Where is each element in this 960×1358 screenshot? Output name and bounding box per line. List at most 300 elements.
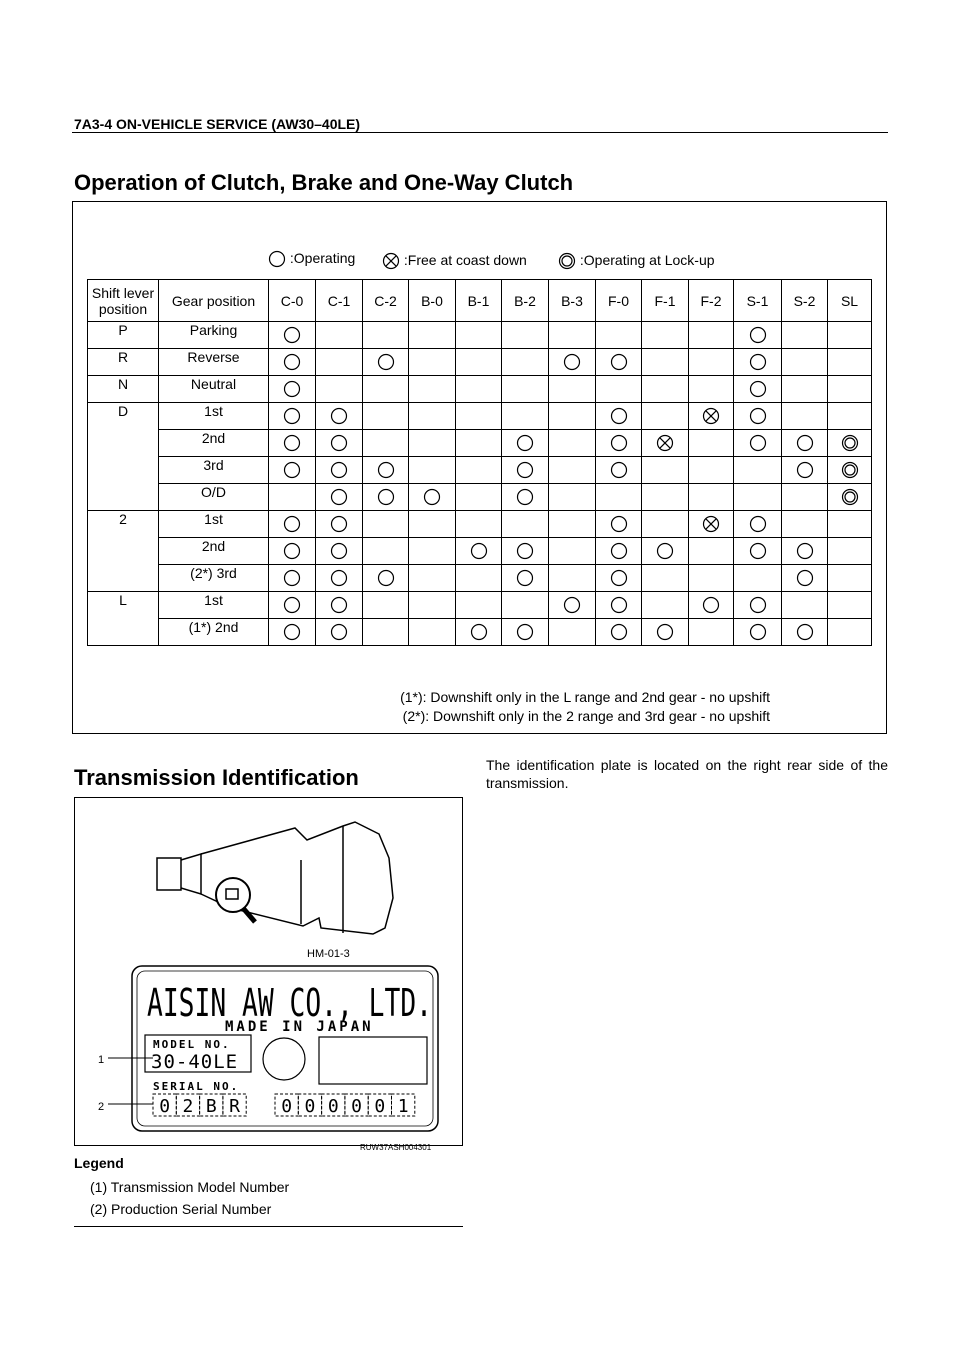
element-state-cell: [642, 376, 689, 403]
element-state-cell: [828, 592, 872, 619]
table-row: [88, 484, 872, 511]
operating-circle-icon: [283, 353, 301, 371]
element-state-cell: [456, 457, 502, 484]
element-state-cell: [642, 403, 689, 430]
operating-circle-icon: [330, 542, 348, 560]
transmission-outline-icon: [157, 822, 393, 934]
element-state-cell: [734, 511, 782, 538]
element-state-cell: [409, 484, 456, 511]
operating-circle-icon: [283, 380, 301, 398]
operating-circle-icon: [610, 596, 628, 614]
operating-circle-icon: [283, 569, 301, 587]
element-state-cell: [689, 538, 734, 565]
operating-circle-icon: [377, 488, 395, 506]
element-state-cell: [642, 457, 689, 484]
serial-digit: 1: [397, 1096, 409, 1117]
operating-circle-icon: [283, 596, 301, 614]
column-header: F-0: [596, 280, 642, 322]
element-state-cell: [642, 349, 689, 376]
legend-item-1: (1) Transmission Model Number: [90, 1179, 290, 1195]
operating-circle-icon: [749, 596, 767, 614]
element-state-cell: [734, 592, 782, 619]
element-state-cell: [502, 484, 549, 511]
element-state-cell: [734, 565, 782, 592]
element-state-cell: [596, 430, 642, 457]
operating-circle-icon: [283, 461, 301, 479]
element-state-cell: [689, 592, 734, 619]
element-state-cell: [502, 592, 549, 619]
plate-seal-circle: [263, 1038, 305, 1080]
operation-table: [87, 279, 872, 646]
operating-circle-icon: [283, 515, 301, 533]
shift-lever-cell: [88, 619, 159, 646]
element-state-cell: [363, 565, 409, 592]
gear-position-cell: 2nd: [159, 430, 269, 457]
element-state-cell: [409, 592, 456, 619]
element-state-cell: [596, 538, 642, 565]
operating-circle-icon: [796, 434, 814, 452]
element-state-cell: [782, 538, 828, 565]
element-state-cell: [642, 592, 689, 619]
operating-circle-icon: [656, 623, 674, 641]
model-label: MODEL NO.: [153, 1038, 231, 1051]
element-state-cell: [642, 619, 689, 646]
element-state-cell: [363, 457, 409, 484]
serial-digit: 0: [374, 1096, 386, 1117]
column-header: F-1: [642, 280, 689, 322]
operating-circle-icon: [330, 569, 348, 587]
element-state-cell: [734, 457, 782, 484]
legend-free-text: :Free at coast down: [403, 252, 527, 268]
element-state-cell: [828, 565, 872, 592]
element-state-cell: [456, 484, 502, 511]
element-state-cell: [269, 322, 316, 349]
element-state-cell: [363, 430, 409, 457]
element-state-cell: [828, 619, 872, 646]
element-state-cell: [782, 403, 828, 430]
operating-circle-icon: [702, 596, 720, 614]
serial-digit: 2: [182, 1096, 194, 1117]
element-state-cell: [734, 322, 782, 349]
element-state-cell: [456, 349, 502, 376]
element-state-cell: [734, 484, 782, 511]
table-row: [88, 457, 872, 484]
column-header: B-0: [409, 280, 456, 322]
serial-label: SERIAL NO.: [153, 1080, 240, 1093]
table-row: [88, 322, 872, 349]
element-state-cell: [689, 511, 734, 538]
element-state-cell: [549, 376, 596, 403]
operating-circle-icon: [796, 623, 814, 641]
element-state-cell: [316, 376, 363, 403]
free-coast-crossed-circle-icon: [382, 252, 400, 270]
operating-circle-icon: [516, 542, 534, 560]
element-state-cell: [409, 322, 456, 349]
operating-circle-icon: [749, 434, 767, 452]
element-state-cell: [316, 592, 363, 619]
plate-made-in: MADE IN JAPAN: [225, 1019, 374, 1035]
operating-circle-icon: [610, 407, 628, 425]
element-state-cell: [828, 430, 872, 457]
operating-circle-icon: [749, 380, 767, 398]
element-state-cell: [642, 511, 689, 538]
element-state-cell: [269, 430, 316, 457]
serial-digit: B: [205, 1096, 217, 1117]
table-row: [88, 592, 872, 619]
element-state-cell: [642, 430, 689, 457]
column-header: SL: [828, 280, 872, 322]
element-state-cell: [316, 511, 363, 538]
lockup-double-circle-icon: [841, 434, 859, 452]
table-row: [88, 565, 872, 592]
element-state-cell: [409, 511, 456, 538]
operating-circle-icon: [423, 488, 441, 506]
operating-circle-icon: [283, 623, 301, 641]
element-state-cell: [689, 349, 734, 376]
operating-circle-icon: [749, 326, 767, 344]
operating-circle-icon: [516, 434, 534, 452]
model-value: 30-40LE: [151, 1051, 239, 1073]
operating-circle-icon: [796, 461, 814, 479]
column-header: S-2: [782, 280, 828, 322]
element-state-cell: [689, 484, 734, 511]
element-state-cell: [596, 619, 642, 646]
element-state-cell: [456, 511, 502, 538]
lockup-double-circle-icon: [841, 461, 859, 479]
element-state-cell: [782, 430, 828, 457]
free-coast-crossed-circle-icon: [702, 515, 720, 533]
element-state-cell: [596, 349, 642, 376]
column-header: B-2: [502, 280, 549, 322]
table-row: [88, 619, 872, 646]
operating-circle-icon: [796, 569, 814, 587]
shift-lever-cell: N: [88, 376, 159, 403]
operating-circle-icon: [516, 623, 534, 641]
element-state-cell: [502, 457, 549, 484]
element-state-cell: [734, 403, 782, 430]
element-state-cell: [828, 511, 872, 538]
operating-circle-icon: [516, 461, 534, 479]
operating-circle-icon: [749, 407, 767, 425]
element-state-cell: [596, 565, 642, 592]
element-state-cell: [689, 376, 734, 403]
element-state-cell: [689, 430, 734, 457]
table-row: [88, 349, 872, 376]
element-state-cell: [409, 430, 456, 457]
element-state-cell: [363, 592, 409, 619]
element-state-cell: [596, 457, 642, 484]
shift-lever-cell: P: [88, 322, 159, 349]
operating-circle-icon: [610, 542, 628, 560]
operating-circle-icon: [330, 461, 348, 479]
element-state-cell: [316, 538, 363, 565]
operating-circle-icon: [749, 353, 767, 371]
shift-lever-cell: R: [88, 349, 159, 376]
shift-lever-cell: 2: [88, 511, 159, 538]
footnote-1: (1*): Downshift only in the L range and 2nd gear - no upshift: [400, 689, 770, 705]
element-state-cell: [269, 565, 316, 592]
table-row: [88, 376, 872, 403]
section-title-identification: Transmission Identification: [74, 765, 359, 790]
operating-circle-icon: [610, 569, 628, 587]
identification-figure: [74, 797, 463, 1146]
element-state-cell: [782, 484, 828, 511]
element-state-cell: [782, 511, 828, 538]
element-state-cell: [409, 376, 456, 403]
gear-position-cell: 3rd: [159, 457, 269, 484]
element-state-cell: [502, 322, 549, 349]
element-state-cell: [269, 403, 316, 430]
element-state-cell: [456, 619, 502, 646]
operating-circle-icon: [656, 542, 674, 560]
element-state-cell: [502, 376, 549, 403]
element-state-cell: [363, 484, 409, 511]
serial-digit: 0: [281, 1096, 293, 1117]
element-state-cell: [828, 484, 872, 511]
element-state-cell: [363, 403, 409, 430]
legend-item-2: (2) Production Serial Number: [90, 1201, 272, 1217]
element-state-cell: [502, 349, 549, 376]
section-title-operation: Operation of Clutch, Brake and One-Way Clutch: [74, 170, 574, 195]
element-state-cell: [269, 511, 316, 538]
column-header: B-3: [549, 280, 596, 322]
element-state-cell: [549, 457, 596, 484]
legend-title: Legend: [74, 1155, 124, 1171]
element-state-cell: [828, 376, 872, 403]
element-state-cell: [596, 376, 642, 403]
gear-position-cell: Neutral: [159, 376, 269, 403]
element-state-cell: [409, 403, 456, 430]
element-state-cell: [549, 592, 596, 619]
element-state-cell: [782, 565, 828, 592]
operating-circle-icon: [377, 569, 395, 587]
lockup-double-circle-icon: [841, 488, 859, 506]
element-state-cell: [689, 322, 734, 349]
operating-circle-icon: [796, 542, 814, 560]
element-state-cell: [596, 511, 642, 538]
element-state-cell: [549, 619, 596, 646]
operating-circle-icon: [610, 515, 628, 533]
element-state-cell: [363, 511, 409, 538]
element-state-cell: [642, 322, 689, 349]
serial-digit: 0: [351, 1096, 362, 1117]
element-state-cell: [316, 565, 363, 592]
page-header: 7A3-4 ON-VEHICLE SERVICE (AW30–40LE): [74, 116, 361, 132]
element-state-cell: [828, 349, 872, 376]
element-state-cell: [269, 484, 316, 511]
element-state-cell: [689, 619, 734, 646]
element-state-cell: [549, 565, 596, 592]
element-state-cell: [316, 430, 363, 457]
table-row: [88, 511, 872, 538]
operating-circle-icon: [563, 353, 581, 371]
operating-circle-icon: [610, 623, 628, 641]
element-state-cell: [549, 403, 596, 430]
legend-lockup: [558, 252, 715, 270]
operating-circle-icon: [283, 326, 301, 344]
operating-circle-icon: [330, 623, 348, 641]
column-header: F-2: [689, 280, 734, 322]
element-state-cell: [828, 322, 872, 349]
callout-2: 2: [98, 1101, 105, 1113]
element-state-cell: [502, 538, 549, 565]
column-header: B-1: [456, 280, 502, 322]
element-state-cell: [782, 592, 828, 619]
element-state-cell: [409, 619, 456, 646]
element-state-cell: [502, 430, 549, 457]
gear-position-cell: 1st: [159, 511, 269, 538]
element-state-cell: [549, 511, 596, 538]
element-state-cell: [828, 538, 872, 565]
operating-circle-icon: [330, 515, 348, 533]
view-label: HM-01-3: [307, 948, 350, 960]
operating-circle-icon: [563, 596, 581, 614]
operating-circle-icon: [283, 542, 301, 560]
element-state-cell: [782, 322, 828, 349]
element-state-cell: [596, 322, 642, 349]
operating-circle-icon: [610, 461, 628, 479]
operating-circle-icon: [330, 488, 348, 506]
shift-lever-cell: L: [88, 592, 159, 619]
lockup-double-circle-icon: [558, 252, 576, 270]
element-state-cell: [828, 457, 872, 484]
gear-position-cell: Reverse: [159, 349, 269, 376]
element-state-cell: [689, 403, 734, 430]
column-header: C-2: [363, 280, 409, 322]
gear-position-cell: 1st: [159, 403, 269, 430]
element-state-cell: [502, 403, 549, 430]
gear-position-cell: Parking: [159, 322, 269, 349]
element-state-cell: [363, 619, 409, 646]
serial-digit: 0: [304, 1096, 316, 1117]
element-state-cell: [782, 619, 828, 646]
element-state-cell: [409, 565, 456, 592]
serial-digit: R: [229, 1096, 240, 1117]
element-state-cell: [828, 403, 872, 430]
gear-position-cell: 1st: [159, 592, 269, 619]
operating-circle-icon: [330, 434, 348, 452]
gear-position-cell: O/D: [159, 484, 269, 511]
serial-number-boxes: [153, 1094, 415, 1117]
legend-operating-text: :Operating: [289, 250, 356, 266]
element-state-cell: [363, 322, 409, 349]
shift-lever-cell: [88, 430, 159, 457]
element-state-cell: [316, 349, 363, 376]
element-state-cell: [596, 403, 642, 430]
column-header: C-0: [269, 280, 316, 322]
operating-circle-icon: [470, 623, 488, 641]
operating-circle-icon: [283, 434, 301, 452]
element-state-cell: [456, 376, 502, 403]
element-state-cell: [316, 619, 363, 646]
element-state-cell: [316, 322, 363, 349]
element-state-cell: [269, 592, 316, 619]
table-row: [88, 403, 872, 430]
gear-position-cell: (2*) 3rd: [159, 565, 269, 592]
operating-circle-icon: [516, 488, 534, 506]
identification-figure-drawing: [75, 798, 462, 1145]
element-state-cell: [363, 349, 409, 376]
plate-blank-box: [319, 1037, 427, 1084]
element-state-cell: [734, 619, 782, 646]
free-coast-crossed-circle-icon: [702, 407, 720, 425]
element-state-cell: [596, 592, 642, 619]
element-state-cell: [456, 565, 502, 592]
operating-circle-icon: [610, 434, 628, 452]
operating-circle-icon: [610, 353, 628, 371]
element-state-cell: [363, 376, 409, 403]
shift-lever-cell: D: [88, 403, 159, 430]
operating-circle-icon: [749, 542, 767, 560]
operating-circle-icon: [749, 515, 767, 533]
gear-position-cell: (1*) 2nd: [159, 619, 269, 646]
element-state-cell: [734, 349, 782, 376]
element-state-cell: [642, 538, 689, 565]
element-state-cell: [549, 322, 596, 349]
element-state-cell: [456, 403, 502, 430]
element-state-cell: [734, 430, 782, 457]
operating-circle-icon: [516, 569, 534, 587]
table-row: [88, 430, 872, 457]
column-header: C-1: [316, 280, 363, 322]
element-state-cell: [456, 430, 502, 457]
serial-digit: 0: [159, 1096, 171, 1117]
legend-free: [382, 252, 527, 270]
element-state-cell: [642, 565, 689, 592]
element-state-cell: [409, 457, 456, 484]
element-state-cell: [782, 376, 828, 403]
column-header: S-1: [734, 280, 782, 322]
element-state-cell: [689, 457, 734, 484]
legend-lockup-text: :Operating at Lock-up: [579, 252, 715, 268]
element-state-cell: [456, 592, 502, 619]
column-header: Shift lever position: [88, 280, 159, 322]
operating-circle-icon: [330, 407, 348, 425]
element-state-cell: [269, 619, 316, 646]
element-state-cell: [549, 538, 596, 565]
shift-lever-cell: [88, 457, 159, 484]
element-state-cell: [502, 619, 549, 646]
table-header-row: [88, 280, 872, 322]
element-state-cell: [782, 349, 828, 376]
operating-circle-icon: [377, 353, 395, 371]
element-state-cell: [269, 376, 316, 403]
element-state-cell: [734, 376, 782, 403]
element-state-cell: [689, 565, 734, 592]
table-footnotes: [300, 688, 770, 726]
element-state-cell: [596, 484, 642, 511]
element-state-cell: [316, 457, 363, 484]
element-state-cell: [502, 511, 549, 538]
column-header: Gear position: [159, 280, 269, 322]
element-state-cell: [549, 430, 596, 457]
element-state-cell: [269, 457, 316, 484]
shift-lever-cell: [88, 565, 159, 592]
serial-digit: 0: [327, 1096, 339, 1117]
element-state-cell: [316, 403, 363, 430]
operating-circle-icon: [330, 596, 348, 614]
operating-circle-icon: [283, 407, 301, 425]
free-coast-crossed-circle-icon: [656, 434, 674, 452]
shift-lever-cell: [88, 538, 159, 565]
callout-1: 1: [98, 1054, 105, 1066]
plate-company-name: AISIN AW CO., LTD.: [147, 981, 432, 1025]
element-state-cell: [456, 538, 502, 565]
element-state-cell: [642, 484, 689, 511]
element-state-cell: [269, 538, 316, 565]
header-rule: [72, 132, 888, 133]
footnote-2: (2*): Downshift only in the 2 range and 3rd gear - no upshift: [402, 708, 770, 724]
